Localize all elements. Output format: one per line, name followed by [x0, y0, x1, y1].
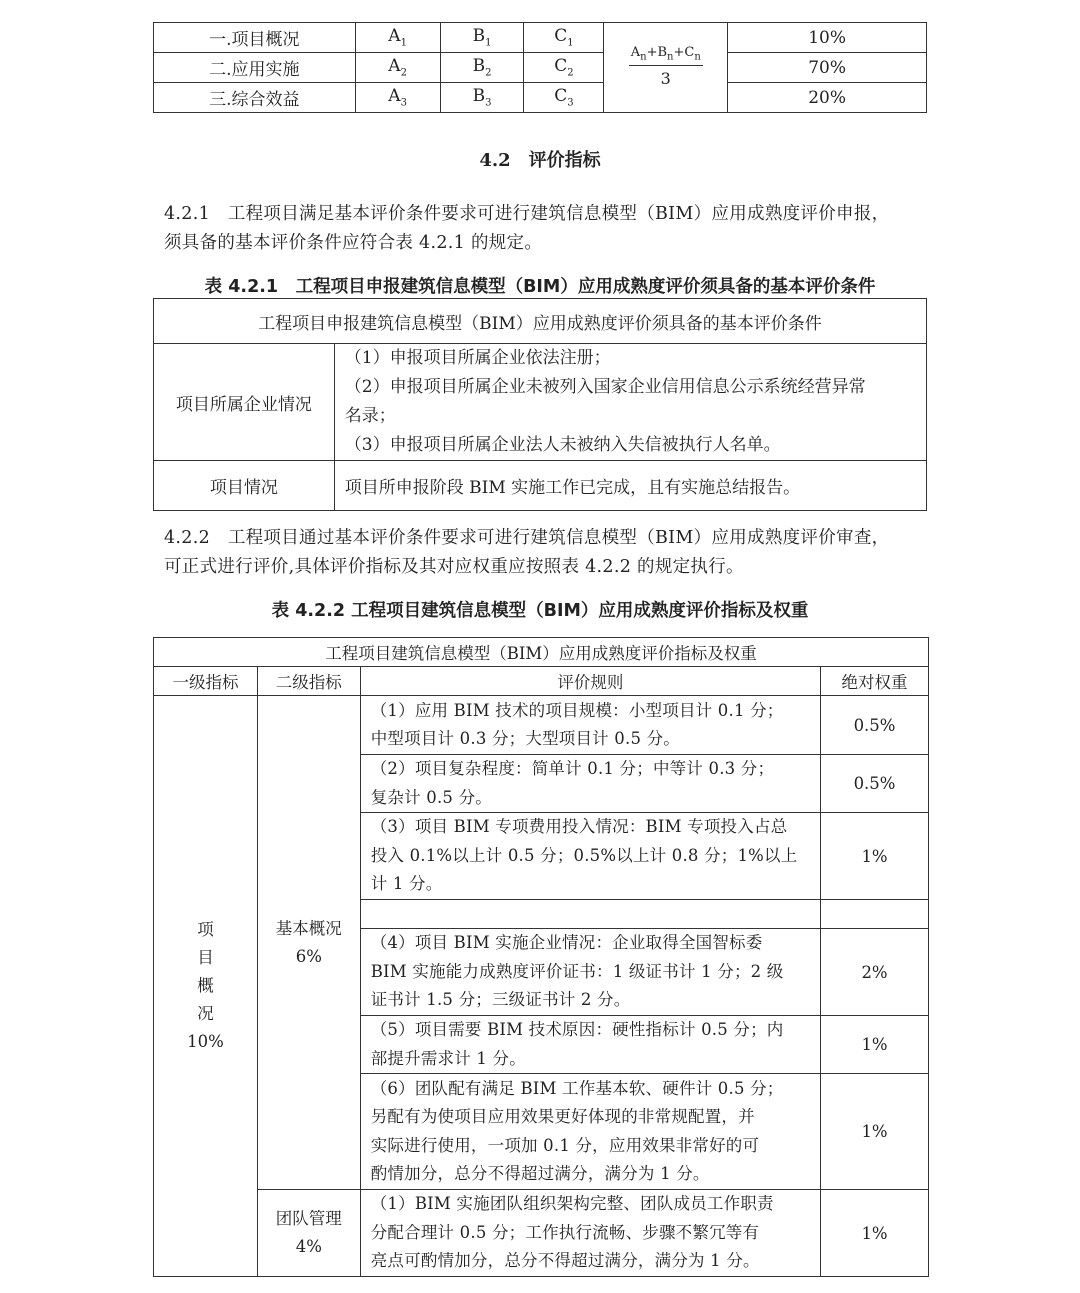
- score-a: $A_1$: [355, 23, 440, 53]
- score-b: $B_3$: [440, 83, 524, 113]
- paragraph-line: 须具备的基本评价条件应符合表 4.2.1 的规定。: [164, 233, 543, 253]
- rule-cell: （1）应用 BIM 技术的项目规模：小型项目计 0.1 分； 中型项目计 0.3 分；大型项目计 0.5 分。: [360, 696, 820, 755]
- row-weight: 20%: [728, 83, 927, 113]
- column-header: 一级指标: [154, 667, 258, 696]
- score-c: $C_2$: [524, 53, 604, 83]
- table-4-2-1: [153, 298, 927, 511]
- score-b: $B_1$: [440, 23, 524, 53]
- table-header-row: [154, 299, 927, 344]
- level2-team-management: 团队管理 4%: [257, 1190, 360, 1277]
- rule-weight: 1%: [821, 1190, 929, 1277]
- rule-weight: 0.5%: [821, 696, 929, 755]
- table-4-2-2: [153, 637, 929, 1277]
- condition-line: （3）申报项目所属企业法人未被纳入失信被执行人名单。: [344, 435, 781, 455]
- paragraph-line: 4.2.1 工程项目满足基本评价条件要求可进行建筑信息模型（BIM）应用成熟度评价申报，: [164, 204, 890, 224]
- condition-line: 名录；: [344, 406, 396, 426]
- rule-cell: （2）项目复杂程度：简单计 0.1 分；中等计 0.3 分； 复杂计 0.5 分。: [360, 755, 820, 813]
- table-row: [154, 461, 927, 511]
- table-header-row: [154, 638, 929, 667]
- rule-weight: 0.5%: [821, 755, 929, 813]
- column-header: 绝对权重: [821, 667, 929, 696]
- enterprise-conditions: [334, 344, 926, 461]
- project-condition: 项目所申报阶段 BIM 实施工作已完成，且有实施总结报告。: [334, 461, 926, 511]
- rule-weight: 1%: [821, 1074, 929, 1190]
- row-label: 一.项目概况: [154, 23, 356, 53]
- rule-cell: （3）项目 BIM 专项费用投入情况：BIM 专项投入占总 投入 0.1%以上计 0.5 分；0.5%以上计 0.8 分；1%以上 计 1 分。: [360, 813, 820, 900]
- row-label: 项目所属企业情况: [154, 344, 335, 461]
- rule-weight: 1%: [821, 813, 929, 900]
- empty-weight-cell: [821, 900, 929, 929]
- paragraph-line: 可正式进行评价,具体评价指标及其对应权重应按照表 4.2.2 的规定执行。: [164, 557, 744, 577]
- table-row: [154, 344, 927, 461]
- row-label: 项目情况: [154, 461, 335, 511]
- clause-4-2-2: [164, 524, 934, 582]
- table-header: 工程项目建筑信息模型（BIM）应用成熟度评价指标及权重: [154, 638, 929, 667]
- condition-line: （2）申报项目所属企业未被列入国家企业信用信息公示系统经营异常: [344, 377, 866, 397]
- level2-basic-overview: 基本概况 6%: [257, 696, 360, 1190]
- score-c: $C_3$: [524, 83, 604, 113]
- column-header-row: [154, 667, 929, 696]
- rule-cell: （6）团队配有满足 BIM 工作基本软、硬件计 0.5 分； 另配有为使项目应用效果更好体现的非常规配置，并 实际进行使用，一项加 0.1 分，应用效果非常好的可 酌情加分，总分不得超过满分，满分为 1 分。: [360, 1074, 820, 1190]
- rule-cell: （5）项目需要 BIM 技术原因：硬性指标计 0.5 分；内 部提升需求计 1 分。: [360, 1016, 820, 1074]
- section-title: 4.2 评价指标: [479, 150, 601, 171]
- table-row: [154, 1190, 929, 1277]
- score-a: $A_2$: [355, 53, 440, 83]
- column-header: 评价规则: [360, 667, 820, 696]
- row-weight: 10%: [728, 23, 927, 53]
- rule-weight: 2%: [821, 929, 929, 1016]
- clause-4-2-1: [164, 200, 934, 258]
- rule-weight: 1%: [821, 1016, 929, 1074]
- score-a: $A_3$: [355, 83, 440, 113]
- rule-cell: （1）BIM 实施团队组织架构完整、团队成员工作职责 分配合理计 0.5 分；工作执行流畅、步骤不繁冗等有 亮点可酌情加分，总分不得超过满分，满分为 1 分。: [360, 1190, 820, 1277]
- rule-cell: （4）项目 BIM 实施企业情况：企业取得全国智标委 BIM 实施能力成熟度评价证书：1 级证书计 1 分；2 级 证书计 1.5 分；三级证书计 2 分。: [360, 929, 820, 1016]
- row-label: 二.应用实施: [154, 53, 356, 83]
- table-row: [154, 696, 929, 755]
- row-weight: 70%: [728, 53, 927, 83]
- level1-indicator: 项 目 概 况 10%: [154, 696, 258, 1277]
- empty-rule-cell: [360, 900, 820, 929]
- score-formula-table: [153, 22, 927, 113]
- score-c: $C_1$: [524, 23, 604, 53]
- paragraph-line: 4.2.2 工程项目通过基本评价条件要求可进行建筑信息模型（BIM）应用成熟度评价审查，: [164, 528, 890, 548]
- condition-line: （1）申报项目所属企业依法注册；: [344, 348, 611, 368]
- table-header: 工程项目申报建筑信息模型（BIM）应用成熟度评价须具备的基本评价条件: [154, 299, 927, 344]
- table-4-2-2-caption: 表 4.2.2 工程项目建筑信息模型（BIM）应用成熟度评价指标及权重: [271, 601, 809, 621]
- column-header: 二级指标: [257, 667, 360, 696]
- table-row: [154, 83, 927, 113]
- row-label: 三.综合效益: [154, 83, 356, 113]
- table-row: [154, 23, 927, 53]
- table-row: [154, 53, 927, 83]
- table-4-2-1-caption: 表 4.2.1 工程项目申报建筑信息模型（BIM）应用成熟度评价须具备的基本评价条件: [204, 277, 876, 297]
- average-formula: $\frac{A_n+B_n+C_n}{3}$: [604, 23, 728, 113]
- score-b: $B_2$: [440, 53, 524, 83]
